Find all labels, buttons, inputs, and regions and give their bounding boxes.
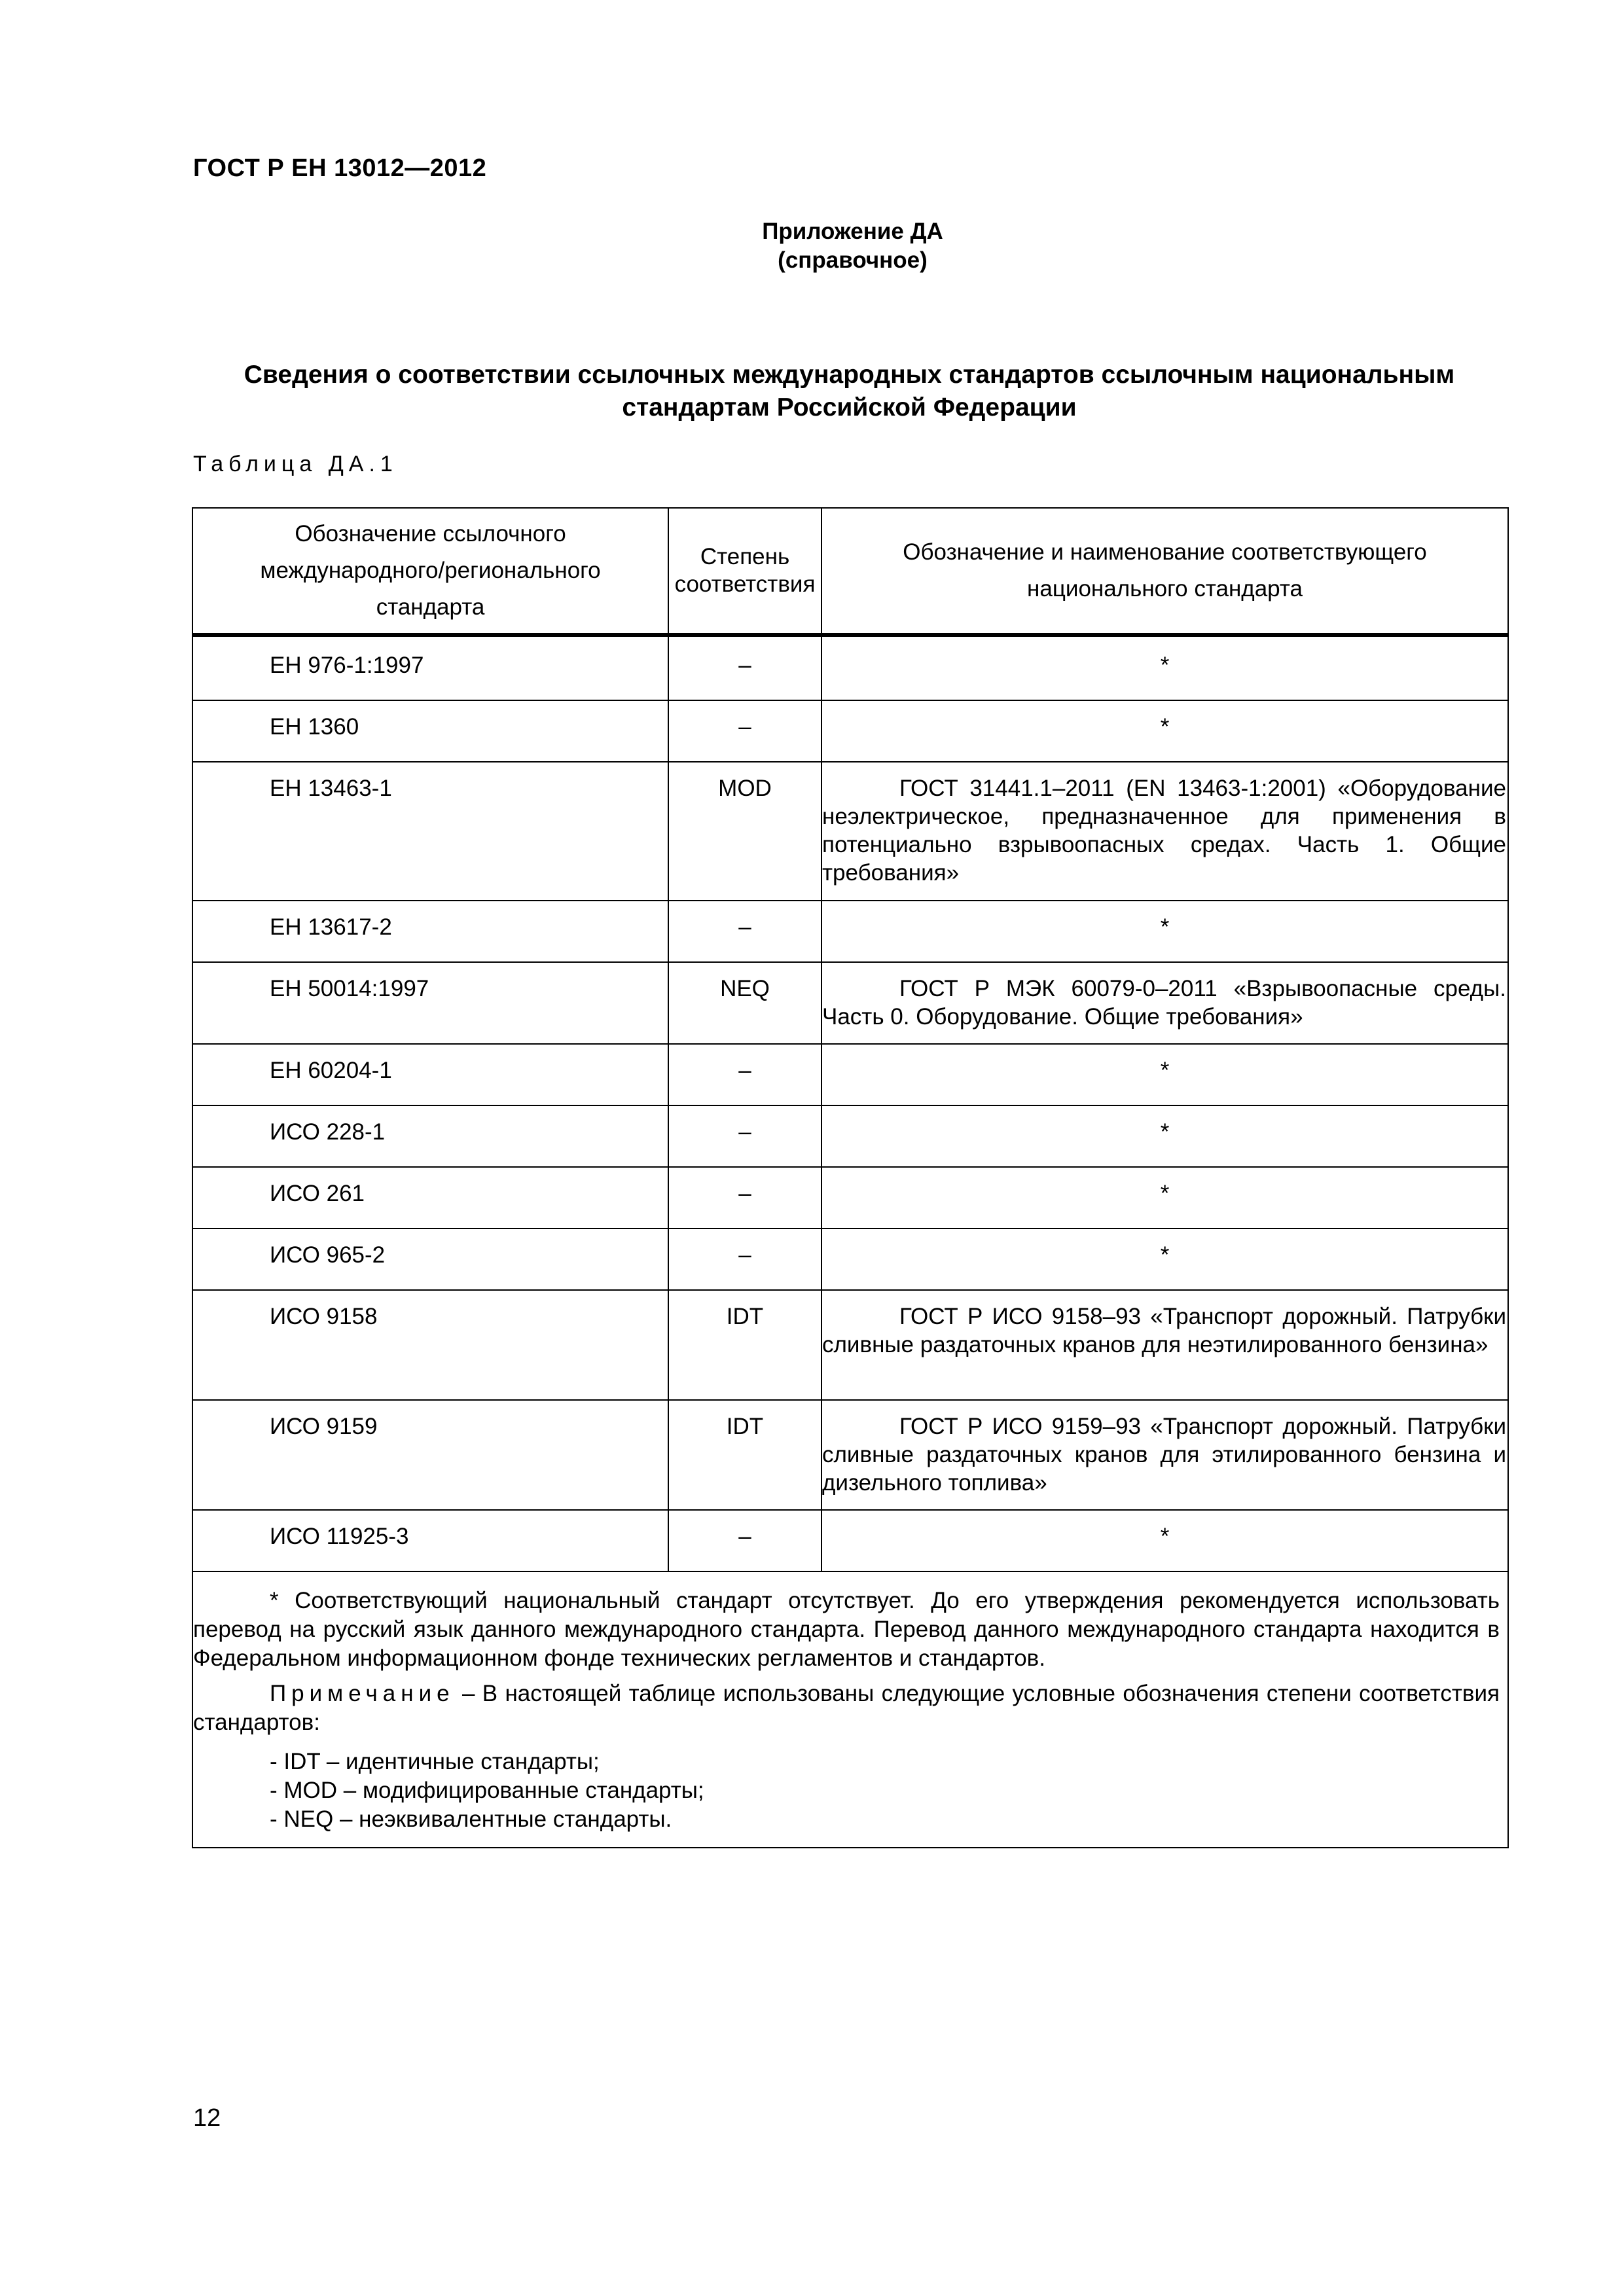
cell-reference: ЕН 60204-1 [192, 1044, 668, 1105]
header-degree: Степень соответствия [668, 508, 821, 635]
cell-national: ГОСТ Р МЭК 60079-0–2011 «Взрывоопасные среды. Часть 0. Оборудование. Общие требования» [821, 962, 1508, 1044]
table-caption: Таблица ДА.1 [193, 452, 398, 476]
note-paragraph [193, 1679, 1500, 1737]
table-header-row [192, 508, 1508, 635]
cell-degree: – [668, 1229, 821, 1290]
table-row [192, 1105, 1508, 1167]
page-number: 12 [193, 2104, 221, 2132]
table-footer-row [192, 1571, 1508, 1848]
table-footnote-cell [192, 1571, 1508, 1848]
cell-national: * [821, 700, 1508, 762]
section-title: Сведения о соответствии ссылочных международных стандартов ссылочным национальным стандартам Российской Федерации [244, 361, 1455, 422]
cell-degree: – [668, 1167, 821, 1229]
cell-national: * [821, 635, 1508, 700]
cell-reference: ЕН 50014:1997 [192, 962, 668, 1044]
cell-reference: ИСО 9159 [192, 1400, 668, 1510]
correspondence-table [192, 507, 1509, 1848]
header-reference-standard: Обозначение ссылочного международного/регионального стандарта [192, 508, 668, 635]
cell-reference: ИСО 228-1 [192, 1105, 668, 1167]
cell-degree: MOD [668, 762, 821, 901]
cell-national: * [821, 1229, 1508, 1290]
cell-degree: – [668, 1510, 821, 1571]
table-row [192, 762, 1508, 901]
legend-item: - IDT – идентичные стандарты; [270, 1749, 600, 1774]
table-row [192, 1290, 1508, 1400]
cell-reference: ЕН 1360 [192, 700, 668, 762]
table-row [192, 1510, 1508, 1571]
cell-degree: – [668, 1105, 821, 1167]
appendix-title: Приложение ДА [762, 219, 943, 244]
cell-degree: – [668, 700, 821, 762]
table-row [192, 901, 1508, 962]
cell-degree: IDT [668, 1290, 821, 1400]
cell-national: * [821, 1105, 1508, 1167]
table-row [192, 635, 1508, 700]
table-row [192, 962, 1508, 1044]
legend-list [193, 1748, 1500, 1834]
table-row [192, 700, 1508, 762]
table-row [192, 1400, 1508, 1510]
note-text: – В настоящей таблице использованы следующие условные обозначения степени соответствия стандартов: [193, 1681, 1500, 1735]
legend-item: - MOD – модифицированные стандарты; [270, 1778, 704, 1803]
table-row [192, 1167, 1508, 1229]
table-row [192, 1044, 1508, 1105]
appendix-subtitle: (справочное) [778, 247, 928, 273]
cell-reference: ИСО 9158 [192, 1290, 668, 1400]
cell-degree: – [668, 635, 821, 700]
cell-national: * [821, 1167, 1508, 1229]
table-row [192, 1229, 1508, 1290]
cell-national: ГОСТ 31441.1–2011 (EN 13463-1:2001) «Оборудование неэлектрическое, предназначенное для применения в потенциально взрывоопасных средах. Часть 1. Общие требования» [821, 762, 1508, 901]
cell-national: * [821, 1510, 1508, 1571]
cell-reference: ИСО 261 [192, 1167, 668, 1229]
cell-degree: NEQ [668, 962, 821, 1044]
cell-reference: ИСО 11925-3 [192, 1510, 668, 1571]
cell-national: * [821, 901, 1508, 962]
note-label: Примечание [270, 1681, 455, 1706]
document-header: ГОСТ Р ЕН 13012—2012 [193, 154, 487, 182]
cell-degree: – [668, 901, 821, 962]
cell-national: ГОСТ Р ИСО 9158–93 «Транспорт дорожный. Патрубки сливные раздаточных кранов для неэтилированного бензина» [821, 1290, 1508, 1400]
cell-reference: ЕН 13463-1 [192, 762, 668, 901]
legend-item: - NEQ – неэквивалентные стандарты. [270, 1806, 672, 1832]
cell-reference: ЕН 13617-2 [192, 901, 668, 962]
cell-degree: – [668, 1044, 821, 1105]
footnote-text: * Соответствующий национальный стандарт отсутствует. До его утверждения рекомендуется использовать перевод на русский язык данного международного стандарта. Перевод данного международного стандарта находится в Федеральном информационном фонде технических регламентов и стандартов. [193, 1588, 1500, 1671]
appendix-heading [0, 217, 1624, 275]
cell-national: ГОСТ Р ИСО 9159–93 «Транспорт дорожный. Патрубки сливные раздаточных кранов для этилированного бензина и дизельного топлива» [821, 1400, 1508, 1510]
cell-reference: ИСО 965-2 [192, 1229, 668, 1290]
cell-degree: IDT [668, 1400, 821, 1510]
cell-reference: ЕН 976-1:1997 [192, 635, 668, 700]
header-national-standard: Обозначение и наименование соответствующего национального стандарта [821, 508, 1508, 635]
cell-national: * [821, 1044, 1508, 1105]
